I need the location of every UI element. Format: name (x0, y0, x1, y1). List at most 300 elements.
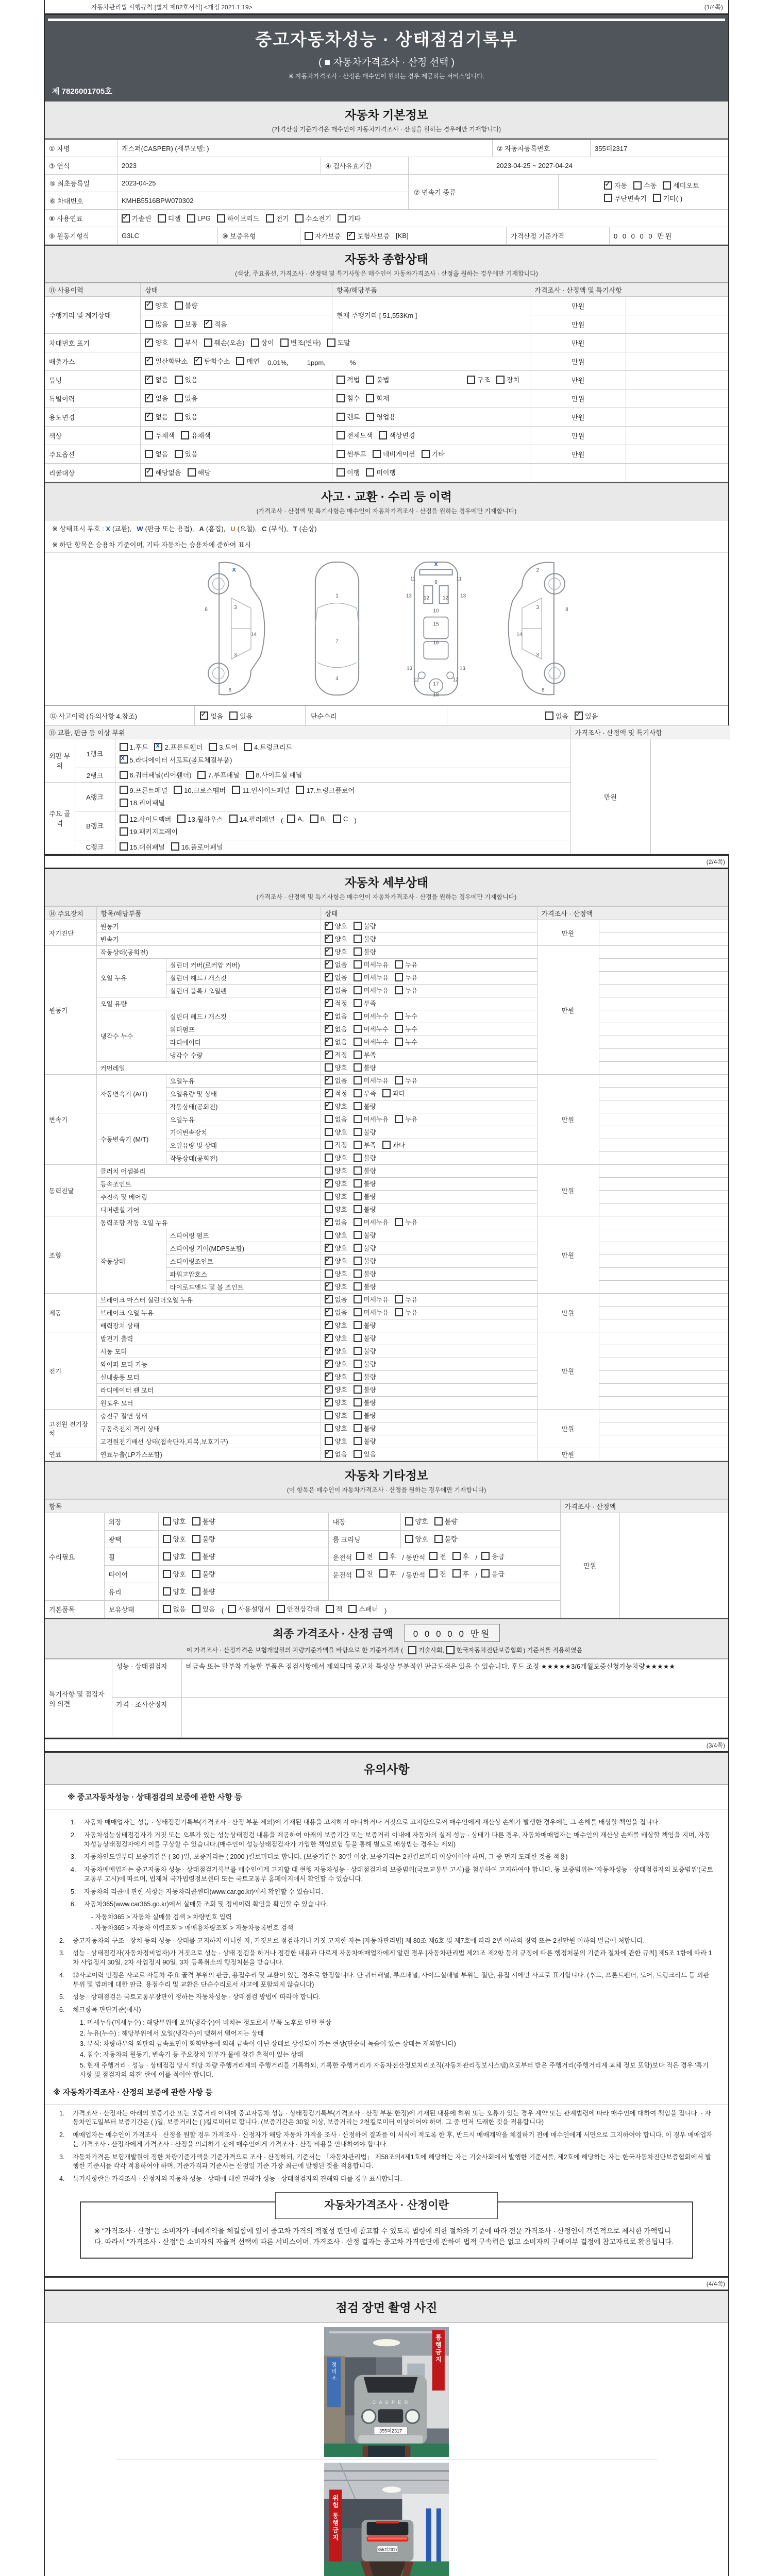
checkbox-option[interactable] (354, 1359, 376, 1368)
checkbox-option[interactable] (434, 1534, 458, 1544)
checkbox-option[interactable] (354, 986, 389, 995)
appraiser-comment[interactable] (181, 1698, 728, 1738)
checkbox-option[interactable] (333, 815, 348, 823)
checkbox-option[interactable] (325, 1101, 347, 1111)
checkbox-option[interactable] (325, 947, 347, 956)
checkbox-option[interactable] (209, 742, 238, 752)
checkbox-option[interactable] (327, 337, 350, 347)
checkbox-option[interactable] (325, 1011, 347, 1021)
table-row (45, 157, 728, 175)
remark-cell[interactable] (599, 1139, 728, 1152)
checkbox-option[interactable] (366, 375, 389, 384)
checkbox-option[interactable] (604, 180, 627, 190)
remark-cell[interactable] (599, 1075, 728, 1088)
checkbox-option[interactable] (287, 815, 304, 823)
remark-cell[interactable] (599, 1319, 728, 1332)
checkbox-option[interactable] (366, 412, 396, 421)
checkbox-option[interactable] (326, 1604, 343, 1614)
checkbox-option[interactable] (122, 213, 152, 223)
checkbox-option[interactable] (422, 449, 445, 459)
checkbox-option[interactable] (337, 375, 360, 384)
checkbox-option[interactable] (405, 1534, 428, 1544)
remark-cell[interactable] (599, 1113, 728, 1126)
overall-note: (색상, 주요옵션, 가격조사 · 산정액 및 특기사항은 매수인이 자동차가격조사 · 산정을 원하는 경우에만 기재합니다) (235, 270, 538, 277)
checkbox-option[interactable] (325, 1114, 347, 1124)
checkbox-label: 누유 (405, 1116, 418, 1123)
checkbox-option[interactable] (467, 375, 490, 384)
inspector-comment[interactable]: 비금속 또는 탈부착 가능한 부품은 점검사항에서 제외되며 중고차 특성상 부분적인 판금도색은 있을 수 있습니다. 후드 조정 ★★★★★3/6개월보증신청가능차량★★★★★ (181, 1659, 728, 1698)
checkbox-option[interactable] (354, 1166, 376, 1175)
checkbox-option[interactable] (305, 231, 341, 241)
checkbox-option[interactable] (197, 770, 239, 779)
car-name-value[interactable]: 캐스퍼(CASPER) (세부모델: ) (117, 140, 492, 157)
checkbox-option[interactable] (405, 1516, 428, 1526)
table-header-row (45, 1500, 728, 1513)
remark-cell[interactable] (626, 389, 728, 408)
checkbox-option[interactable] (325, 1230, 347, 1240)
checkbox-option[interactable] (354, 1449, 376, 1459)
base-price-value[interactable]: 0 0 0 0 0 만원 (609, 227, 728, 244)
checkbox-option[interactable] (354, 1153, 376, 1162)
car-diagram-left-side[interactable] (197, 557, 279, 700)
checkbox-option[interactable] (277, 1604, 320, 1614)
checkbox-option[interactable] (429, 1551, 446, 1561)
inspection-photo-rear[interactable] (322, 2463, 451, 2576)
checkbox-option[interactable] (194, 356, 230, 366)
checkbox-option[interactable] (325, 1127, 347, 1137)
checkbox-option[interactable] (325, 1140, 347, 1149)
model-year-value[interactable]: 2023 (117, 157, 321, 174)
checkbox-label: 미세누수 (363, 1026, 389, 1033)
legend-codes (106, 525, 322, 533)
remark-cell[interactable] (599, 1371, 728, 1384)
remark-cell[interactable] (599, 1255, 728, 1268)
checkbox-option[interactable] (325, 1166, 347, 1175)
checkbox-option[interactable] (663, 180, 699, 190)
checkbox-option[interactable] (120, 785, 168, 795)
checkbox-option[interactable] (354, 1333, 376, 1343)
checkbox-option[interactable] (229, 711, 253, 721)
checkbox-option[interactable] (145, 319, 168, 329)
checkbox-option[interactable] (325, 1269, 347, 1278)
checkbox-option[interactable] (325, 1256, 347, 1265)
vin-value[interactable]: KMHB5516BPW070302 (117, 192, 408, 209)
checkbox-option[interactable] (496, 375, 519, 384)
checkbox-option[interactable] (354, 921, 376, 930)
checkbox-option[interactable] (354, 1411, 376, 1420)
checkbox-option[interactable] (354, 1076, 389, 1085)
checkbox-option[interactable] (232, 785, 290, 795)
remark-cell[interactable] (599, 1216, 728, 1229)
checkbox-option[interactable] (295, 213, 331, 223)
remark-cell[interactable] (626, 315, 728, 334)
checkbox-option[interactable] (354, 1320, 376, 1330)
checkbox-option[interactable] (120, 826, 178, 836)
checkbox-option[interactable] (177, 814, 223, 824)
checkbox-option[interactable] (354, 1192, 376, 1201)
remark-cell[interactable] (626, 464, 728, 482)
checkbox-option[interactable] (145, 375, 168, 384)
checkbox-option[interactable] (175, 319, 198, 329)
checkbox-option[interactable] (296, 785, 354, 795)
checkbox-option[interactable] (325, 1063, 347, 1072)
checkbox-option[interactable] (325, 1192, 347, 1201)
remark-cell[interactable] (599, 946, 728, 959)
remark-cell[interactable] (599, 1268, 728, 1281)
remark-cell[interactable] (599, 972, 728, 985)
checkbox-option[interactable] (175, 337, 198, 347)
remark-cell[interactable] (599, 1062, 728, 1075)
checkbox-option[interactable] (348, 1604, 378, 1614)
checkbox-option[interactable] (325, 1308, 347, 1317)
checkbox-option[interactable] (325, 921, 347, 930)
checkbox-option[interactable] (354, 1217, 389, 1227)
checkbox-option[interactable] (145, 300, 168, 310)
checkbox-option[interactable] (325, 1217, 347, 1227)
checkbox-option[interactable] (366, 393, 389, 403)
remark-cell[interactable] (626, 427, 728, 445)
checkbox-option[interactable] (325, 1179, 347, 1188)
checkbox-option[interactable] (120, 770, 192, 779)
checkbox-option[interactable] (382, 1089, 405, 1098)
remark-cell[interactable] (599, 1307, 728, 1319)
checkbox-option[interactable] (382, 1140, 405, 1149)
remark-cell[interactable] (599, 933, 728, 946)
checkbox-option[interactable] (325, 1423, 347, 1433)
checkbox-option[interactable] (337, 412, 360, 421)
remark-cell[interactable] (599, 1191, 728, 1204)
checkbox-option[interactable] (325, 1333, 347, 1343)
remark-cell[interactable] (626, 445, 728, 464)
remark-cell[interactable] (599, 985, 728, 997)
checkbox-option[interactable] (251, 337, 274, 347)
remark-cell[interactable] (599, 997, 728, 1010)
checkbox-option[interactable] (145, 356, 188, 366)
checkbox-option[interactable] (163, 1569, 186, 1579)
checkbox-option[interactable] (325, 1449, 347, 1459)
checkbox-option[interactable] (354, 1256, 376, 1265)
checkbox-option[interactable] (429, 1569, 446, 1579)
checkbox-option[interactable] (354, 998, 376, 1008)
checkbox-option[interactable] (228, 1604, 271, 1614)
checkbox-option[interactable] (354, 934, 376, 943)
checkbox-option[interactable] (354, 1346, 376, 1355)
remark-cell[interactable] (599, 1345, 728, 1358)
remark-cell[interactable] (599, 1100, 728, 1113)
checkbox-option[interactable] (354, 1243, 376, 1252)
checkbox-option[interactable] (229, 814, 275, 824)
checkbox-option[interactable] (366, 467, 396, 477)
checkbox-option[interactable] (325, 986, 347, 995)
remark-cell[interactable] (626, 352, 728, 371)
checkbox-option[interactable] (379, 1551, 396, 1561)
checkbox-option[interactable] (171, 842, 223, 852)
car-diagram-bottom[interactable] (395, 557, 477, 700)
checkbox-option[interactable] (408, 1646, 444, 1654)
checkbox-option[interactable] (325, 1076, 347, 1085)
remark-cell[interactable] (599, 1165, 728, 1178)
checkbox-option[interactable] (338, 213, 361, 223)
checkbox-option[interactable] (325, 1372, 347, 1381)
checkbox-option[interactable] (325, 1205, 347, 1214)
remark-cell[interactable] (626, 297, 728, 315)
checkbox-option[interactable] (325, 960, 347, 969)
checkbox-option[interactable] (175, 300, 198, 310)
checkbox-option[interactable] (354, 1089, 376, 1098)
checkbox-option[interactable] (280, 337, 321, 347)
checkbox-option[interactable] (266, 213, 289, 223)
remark-cell[interactable] (599, 1036, 728, 1049)
remark-cell[interactable] (599, 1332, 728, 1345)
checkbox-option[interactable] (192, 1586, 215, 1596)
checkbox-option[interactable] (175, 412, 198, 421)
checkbox-option[interactable] (217, 213, 260, 223)
checkbox-option[interactable] (175, 375, 198, 384)
checkbox-option[interactable] (192, 1516, 215, 1526)
checkbox-option[interactable] (354, 1050, 376, 1059)
checkbox-option[interactable] (325, 1346, 347, 1355)
checkbox-option[interactable] (354, 1011, 389, 1021)
checkbox-option[interactable] (145, 337, 168, 347)
checkbox-icon (325, 1050, 333, 1059)
checkbox-option[interactable] (325, 1359, 347, 1368)
checkbox-option[interactable] (145, 449, 168, 459)
checkbox-option[interactable] (325, 1153, 347, 1162)
remark-cell[interactable] (599, 1435, 728, 1448)
checkbox-option[interactable] (446, 1646, 523, 1654)
checkbox-option[interactable] (310, 815, 327, 823)
checkbox-option[interactable] (337, 430, 373, 440)
checkbox-option[interactable] (192, 1534, 215, 1544)
remark-cell[interactable] (599, 1397, 728, 1410)
remark-cell[interactable] (599, 1448, 728, 1461)
checkbox-option[interactable] (395, 1295, 417, 1304)
emission-values[interactable]: 0.01%, 1ppm, % (267, 359, 356, 367)
checkbox-option[interactable] (163, 1586, 186, 1596)
car-diagram-right-side[interactable] (494, 557, 576, 700)
checkbox-option[interactable] (244, 742, 292, 752)
checkbox-option[interactable] (120, 842, 165, 852)
checkbox-option[interactable] (187, 214, 211, 223)
checkbox-option[interactable] (633, 180, 657, 190)
remark-cell[interactable] (599, 1023, 728, 1036)
checkbox-option[interactable] (145, 430, 175, 440)
checkbox-option[interactable] (325, 1295, 347, 1304)
checkbox-option[interactable] (354, 1385, 376, 1394)
checkbox-option[interactable] (188, 467, 211, 477)
checkbox-option[interactable] (354, 1423, 376, 1433)
reg-no-value[interactable]: 355더2317 (590, 140, 728, 157)
checkbox-option[interactable] (325, 1243, 347, 1252)
remark-cell[interactable] (599, 920, 728, 933)
checkbox-option[interactable] (354, 1179, 376, 1188)
checkbox-option[interactable] (379, 1569, 396, 1579)
checkbox-option[interactable] (354, 1230, 376, 1240)
remark-cell[interactable] (599, 1422, 728, 1435)
checkbox-option[interactable] (354, 1295, 389, 1304)
checkbox-option[interactable] (653, 193, 682, 203)
checkbox-option[interactable] (395, 960, 417, 969)
check-item-label: 실린더 헤드 / 개스킷 (166, 1010, 321, 1023)
remark-cell[interactable] (650, 739, 730, 854)
checkbox-option[interactable] (452, 1569, 469, 1579)
checkbox-option[interactable] (154, 742, 203, 752)
remark-cell[interactable] (599, 1410, 728, 1422)
checkbox-option[interactable] (120, 742, 148, 752)
checkbox-option[interactable] (354, 1372, 376, 1381)
checkbox-option[interactable] (325, 934, 347, 943)
checkbox-option[interactable] (354, 1037, 389, 1046)
checkbox-label: 불량 (444, 1535, 458, 1544)
checkbox-option[interactable] (481, 1551, 505, 1561)
remark-cell[interactable] (599, 1281, 728, 1294)
remark-cell[interactable] (599, 1152, 728, 1165)
checkbox-option[interactable] (354, 960, 389, 969)
fuel-options (117, 210, 728, 227)
checkbox-option[interactable] (325, 1089, 347, 1098)
remark-cell[interactable] (599, 1229, 728, 1242)
checkbox-option[interactable] (158, 213, 181, 223)
checkbox-option[interactable] (120, 814, 172, 824)
checkbox-option[interactable] (192, 1604, 215, 1614)
checkbox-option[interactable] (395, 1217, 417, 1227)
checkbox-option[interactable] (452, 1551, 469, 1561)
engine-type-value[interactable]: G3LC (117, 227, 217, 244)
checkbox-option[interactable] (379, 430, 415, 440)
checkbox-option[interactable] (373, 449, 415, 459)
checkbox-option[interactable] (337, 449, 366, 459)
first-reg-value[interactable]: 2023-04-25 (117, 175, 408, 192)
checkbox-icon (354, 1128, 362, 1136)
checkbox-option[interactable] (354, 947, 376, 956)
checkbox-option[interactable] (354, 1308, 389, 1317)
remark-cell[interactable] (599, 1204, 728, 1216)
checkbox-option[interactable] (163, 1516, 186, 1526)
checkbox-option[interactable] (356, 1551, 373, 1561)
checkbox-option[interactable] (395, 1114, 417, 1124)
checkbox-option[interactable] (204, 337, 245, 347)
checkbox-option[interactable] (200, 711, 223, 721)
checkbox-option[interactable] (354, 1436, 376, 1446)
remark-cell[interactable] (599, 959, 728, 972)
checkbox-option[interactable] (354, 1024, 389, 1033)
remark-cell[interactable] (626, 334, 728, 352)
checkbox-option[interactable] (192, 1569, 215, 1579)
checkbox-label: 불량 (363, 1270, 376, 1278)
checkbox-option[interactable] (163, 1604, 186, 1614)
checkbox-option[interactable] (347, 231, 390, 241)
checkbox-option[interactable] (354, 1205, 376, 1214)
checkbox-option[interactable] (145, 393, 168, 403)
checkbox-option[interactable] (192, 1551, 215, 1561)
overall-table (45, 283, 728, 482)
remark-cell[interactable] (599, 1178, 728, 1191)
remark-cell[interactable] (599, 1010, 728, 1023)
checkbox-option[interactable] (120, 755, 232, 765)
checkbox-option[interactable] (145, 467, 181, 477)
checkbox-option[interactable] (337, 467, 360, 477)
recall-label: 리콜대상 (45, 464, 141, 482)
checkbox-option[interactable] (354, 1127, 376, 1137)
checkbox-option[interactable] (181, 430, 211, 440)
remark-cell[interactable] (599, 1358, 728, 1371)
remark-cell[interactable] (626, 408, 728, 427)
checkbox-icon (120, 815, 128, 823)
checkbox-option[interactable] (395, 1308, 417, 1317)
final-price-amount[interactable]: 0 0 0 0 0 만원 (405, 1624, 500, 1642)
checkbox-option[interactable] (354, 1140, 376, 1149)
checkbox-option[interactable] (356, 1569, 373, 1579)
checkbox-option[interactable] (163, 1534, 186, 1544)
checkbox-option[interactable] (434, 1516, 458, 1526)
checkbox-icon (405, 1535, 413, 1543)
remark-cell[interactable] (619, 1513, 728, 1618)
checkbox-option[interactable] (354, 973, 389, 982)
status-code-desc: (흠집), (206, 525, 226, 533)
checkbox-option[interactable] (337, 393, 360, 403)
checkbox-option[interactable] (545, 711, 568, 721)
checkbox-option[interactable] (325, 1024, 347, 1033)
checkbox-option[interactable] (163, 1551, 186, 1561)
checkbox-option[interactable] (354, 1101, 376, 1111)
remark-cell[interactable] (626, 371, 728, 389)
car-diagram-top[interactable] (296, 557, 378, 700)
checkbox-option[interactable] (325, 1436, 347, 1446)
checkbox-option[interactable] (354, 1282, 376, 1291)
checkbox-option[interactable] (395, 1024, 417, 1033)
checkbox-option[interactable] (325, 973, 347, 982)
notice-section-b-heading: ※ 자동차가격조사 · 산정의 보증에 관한 사항 등 (45, 2081, 728, 2105)
checkbox-option[interactable] (395, 1011, 417, 1021)
checkbox-option[interactable] (395, 986, 417, 995)
remark-cell[interactable] (599, 1049, 728, 1062)
checkbox-option[interactable] (175, 393, 198, 403)
checkbox-option[interactable] (325, 1398, 347, 1407)
checkbox-option[interactable] (354, 1398, 376, 1407)
checkbox-option[interactable] (325, 1282, 347, 1291)
checkbox-option[interactable] (325, 1411, 347, 1420)
checkbox-option[interactable] (325, 1320, 347, 1330)
checkbox-option[interactable] (325, 1050, 347, 1059)
remark-cell[interactable] (599, 1088, 728, 1100)
checkbox-option[interactable] (575, 711, 598, 721)
checkbox-option[interactable] (204, 319, 227, 329)
checkbox-option[interactable] (174, 785, 226, 795)
remark-cell[interactable] (599, 1294, 728, 1307)
checkbox-option[interactable] (395, 1037, 417, 1046)
checkbox-option[interactable] (325, 1385, 347, 1394)
checkbox-option[interactable] (145, 412, 168, 421)
checkbox-option[interactable] (175, 449, 198, 459)
checkbox-option[interactable] (236, 356, 259, 366)
checkbox-option[interactable] (481, 1569, 505, 1579)
inspection-period-value[interactable]: 2023-04-25 ~ 2027-04-24 (408, 157, 728, 174)
inspection-photo-front[interactable] (322, 2327, 451, 2457)
checkbox-option[interactable] (354, 1063, 376, 1072)
remark-cell[interactable] (599, 1242, 728, 1255)
checkbox-option[interactable] (604, 193, 647, 203)
checkbox-option[interactable] (325, 998, 347, 1008)
checkbox-option[interactable] (120, 798, 165, 807)
checkbox-option[interactable] (325, 1037, 347, 1046)
checkbox-option[interactable] (246, 770, 303, 779)
remark-cell[interactable] (599, 1126, 728, 1139)
remark-cell[interactable] (599, 1384, 728, 1397)
checkbox-option[interactable] (354, 1269, 376, 1278)
checkbox-option[interactable] (395, 1076, 417, 1085)
checkbox-option[interactable] (354, 1114, 389, 1124)
checkbox-option[interactable] (395, 973, 417, 982)
